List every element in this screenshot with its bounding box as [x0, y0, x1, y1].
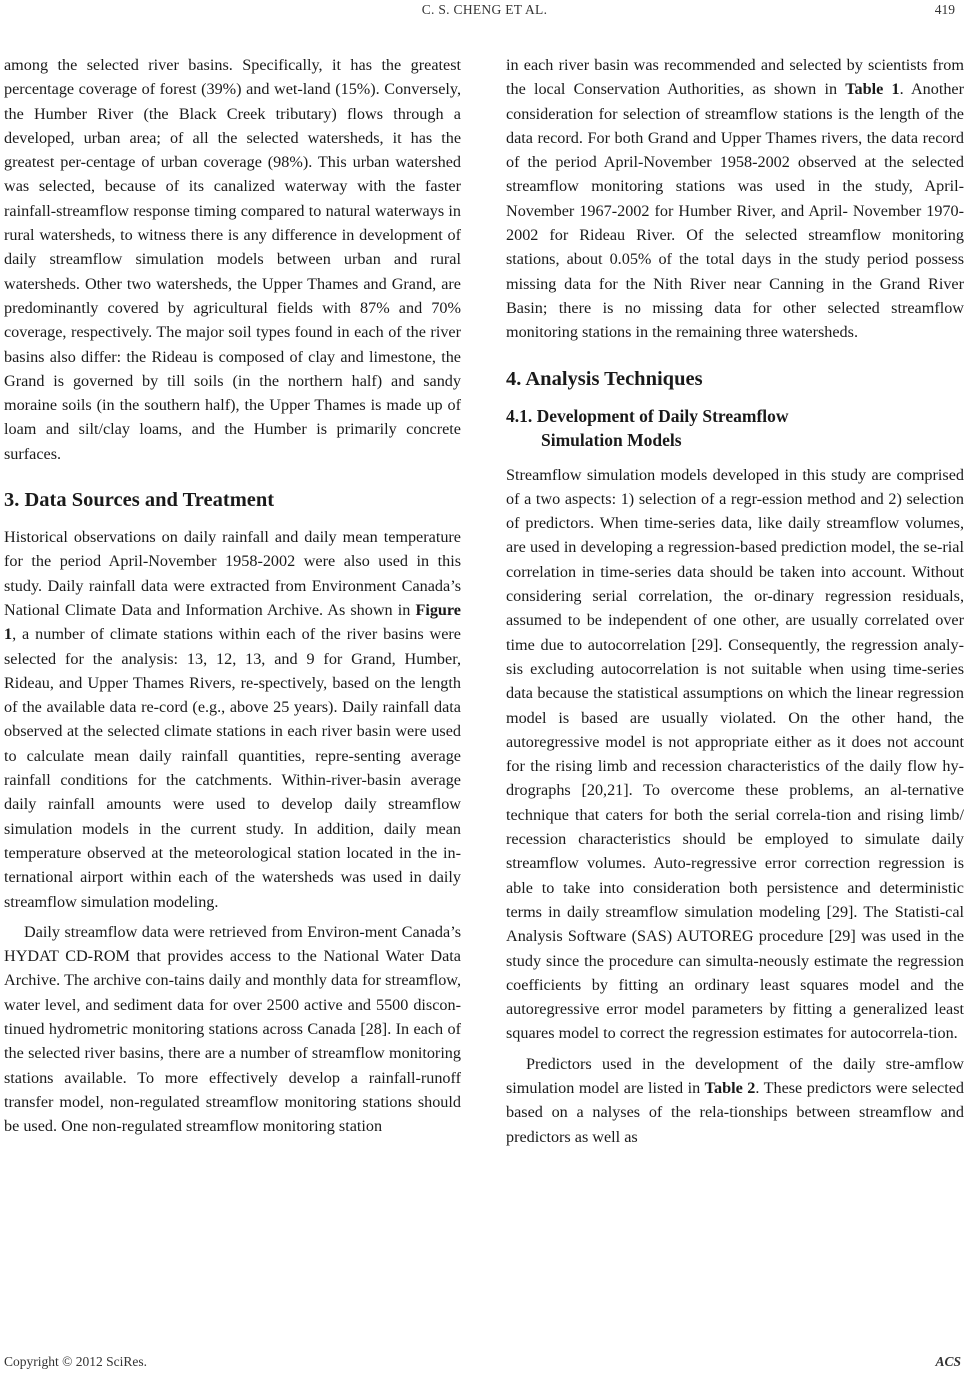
right-column	[506, 53, 964, 1149]
paragraph-text: Predictors used in the development of the daily stre-amflow simulation model are listed in	[506, 1054, 964, 1097]
left-column	[4, 53, 461, 1138]
subsection-heading-line-1: 4.1. Development of Daily Streamflow	[506, 405, 789, 426]
section-4-heading: 4. Analysis Techniques	[506, 367, 703, 390]
running-title: C. S. CHENG ET AL.	[421, 2, 548, 17]
paragraph-text: Historical observations on daily rainfall and daily mean temperature for the period April-November 1958-2002 were also used in this study. Daily rainfall data were extracted from Environment Canada’s National Climate Data and Information Archive. As shown in	[4, 528, 461, 619]
paragraph-model-development: Streamflow simulation models developed in this study are comprised of a two aspects: 1) selection of a regr-ession method and 2) selection of predictors. When time-series data, like daily streamflow volumes, are used in developing a regression-based prediction model, the se-rial correlation in time-series data should be taken into account. Without considering serial correlation, the or-dinary regression residuals, assumed to be independent of one other, are usually correlated over time due to autocorrelation [29]. Consequently, the regression analy-sis excluding autocorrelation is not suitable when using time-series data because the statistical assumptions on which the linear regression model is based are usually violated. On the other hand, the autoregressive model is not appropriate either as it does not account for the rising limb and recession characteristics of the daily flow hy-drographs [20,21]. To overcome these problems, an al-ternative technique that caters for both the serial correla-tion and rising limb/ recession characteristics should be employed to simulate daily streamflow volumes. Auto-regressive error correction regression is able to take into consideration both persistence and deterministic terms in daily streamflow simulation modeling [29]. The Statisti-cal Analysis Software (SAS) AUTOREG procedure [29] was used in the study since the procedure can simulta-neously estimate the regression coefficients by fitting an ordinary least squares model and the autoregressive error model parameters by fitting a generalized least squares model to correct the regression estimates for autocorrela-tion.	[506, 465, 964, 1043]
subsection-heading-line-2: Simulation Models	[541, 429, 682, 450]
figure-1-reference[interactable]: Figure 1	[4, 600, 461, 644]
paragraph-text: , a number of climate stations within each of the river basins were selected for the analysis: 13, 12, 13, and 9 for Grand, Humber, Rideau, and Upper Thames Rivers, re-spectively, based on the length of the available data re-cord (e.g., above 25 years). Daily rainfall data observed at the selected climate stations in each river basin were used to calculate mean daily rainfall quantities, repre-senting average rainfall conditions for the catchments. Within-river-basin average daily rainfall amounts were used to develop daily streamflow simulation models in the current study. In addition, daily mean temperature observed at the meteorological station located in the in-ternational airport within each of the watersheds was used in daily streamflow simulation modeling.	[4, 625, 461, 911]
copyright-notice: Copyright © 2012 SciRes.	[4, 1354, 148, 1369]
paragraph-text: . These predictors were selected based on a nalyses of the rela-tionships between streamflow and predictors as well as	[506, 1078, 964, 1146]
table-2-reference[interactable]: Table 2	[704, 1078, 756, 1097]
paragraph-predictors	[506, 1052, 964, 1149]
page-number: 419	[934, 2, 955, 17]
paragraph-continued: among the selected river basins. Specifically, it has the greatest percentage coverage of forest (39%) and wet-land (15%). Conversely, the Humber River (the Black Creek tributary) flows through a developed, urban area; of all the selected watersheds, it has the greatest per-centage of urban coverage (98%). This urban watershed was selected, because of its canalized waterway with the faster rainfall-streamflow response timing compared to natural waterways in rural watersheds, to witness there is any difference in development of daily streamflow simulation models between urban and rural watersheds. Other two watersheds, the Upper Thames and Grand, are predominantly covered by agricultural fields with 87% and 70% coverage, respectively. The major soil types found in each of the river basins also differ: the Rideau is composed of clay and limestone, the Grand is governed by till soils (in the northern half) and sandy moraine soils (in the southern half), the Upper Thames is made up of loam and silt/clay loams, and the Humber is primarily concrete surfaces.	[4, 56, 461, 463]
page-footer	[0, 1346, 969, 1386]
paragraph-text: . Another consideration for selection of streamflow stations is the length of the data record. For both Grand and Upper Thames rivers, the data record of the period April-November 1958-2002 observed at the selected streamflow monitoring stations was used in the study, April-November 1967-2002 for Humber River, and April- November 1970-2002 for Rideau River. Of the selected streamflow monitoring stations, about 0.05% of the total days in the study period possess missing data for the Nith River near Canning in the Grand River Basin; there is no missing data for other selected streamflow monitoring stations in the remaining three watersheds.	[506, 80, 964, 342]
paragraph-streamflow-data: Daily streamflow data were retrieved from Environ-ment Canada’s HYDAT CD-ROM that provides access to the National Water Data Archive. The archive con-tains daily and monthly data for streamflow, water level, and sediment data for over 2500 active and 5500 discon-tinued hydrometric monitoring stations across Canada [28]. In each of the selected river basins, there are a number of streamflow monitoring stations available. To more effectively develop a rainfall-runoff transfer model, non-regulated streamflow monitoring stations should be used. One non-regulated streamflow monitoring station	[4, 922, 461, 1136]
running-header	[0, 0, 969, 30]
section-3-heading: 3. Data Sources and Treatment	[4, 489, 275, 512]
table-1-reference[interactable]: Table 1	[845, 80, 900, 99]
subsection-4-1-heading	[506, 404, 964, 452]
journal-abbreviation: ACS	[935, 1354, 961, 1369]
paragraph-station-selection	[506, 53, 964, 345]
paragraph-data-sources	[4, 525, 461, 914]
paragraph-text: in each river basin was recommended and selected by scientists from the local Conservation Authorities, as shown in	[506, 56, 964, 99]
